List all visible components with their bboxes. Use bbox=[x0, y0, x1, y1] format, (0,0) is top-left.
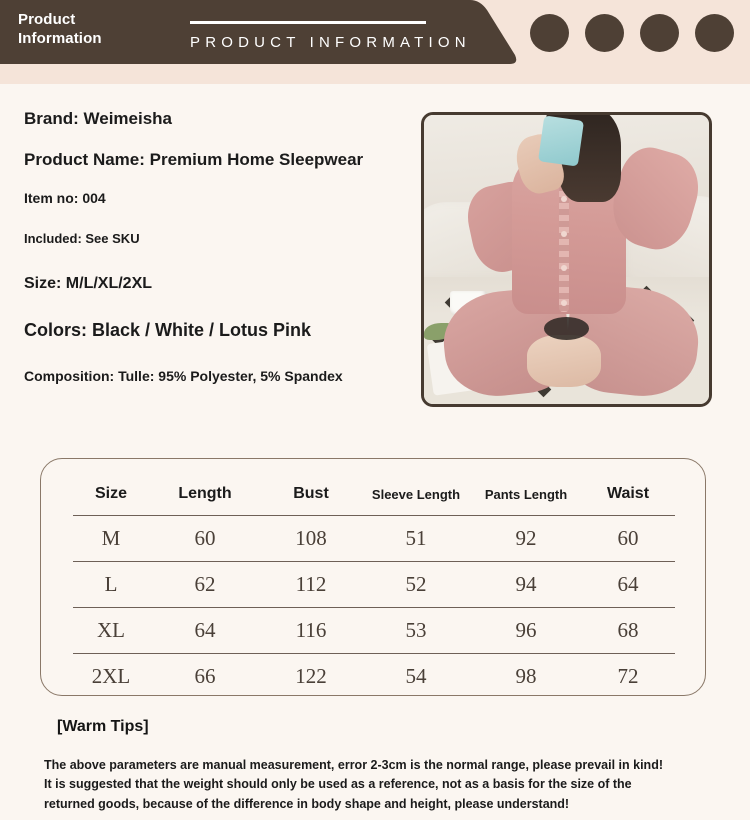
cell-bust: 116 bbox=[261, 608, 361, 654]
cell-sleeve: 52 bbox=[361, 562, 471, 608]
cell-size: L bbox=[73, 562, 149, 608]
info-included: Included: See SKU bbox=[24, 231, 140, 247]
info-composition: Composition: Tulle: 95% Polyester, 5% Spandex bbox=[24, 368, 343, 385]
cell-sleeve: 54 bbox=[361, 654, 471, 700]
size-chart-container bbox=[40, 458, 706, 696]
cell-bust: 108 bbox=[261, 516, 361, 562]
column-header-length: Length bbox=[178, 485, 232, 502]
cell-pants: 98 bbox=[471, 654, 581, 700]
model-legs bbox=[527, 335, 601, 387]
table-row bbox=[73, 516, 675, 562]
product-photo-scene bbox=[424, 115, 709, 404]
info-product-name: Product Name: Premium Home Sleepwear bbox=[24, 150, 364, 170]
button-icon bbox=[561, 231, 567, 237]
size-chart-table bbox=[73, 477, 675, 699]
header-subtitle: PRODUCT INFORMATION bbox=[190, 34, 471, 51]
warm-tips-body: The above parameters are manual measurement, error 2-3cm is the normal range, please prevail in kind! It is suggested that the weight should only be used as a reference, not as a basis for the size of the returned goods, because of the difference in body shape and height, please understand! bbox=[44, 758, 663, 811]
decorative-dots bbox=[530, 14, 734, 52]
button-icon bbox=[561, 300, 567, 306]
info-size: Size: M/L/XL/2XL bbox=[24, 275, 153, 293]
table-row bbox=[73, 608, 675, 654]
phone-icon bbox=[538, 115, 584, 166]
dot-icon bbox=[530, 14, 569, 52]
info-brand: Brand: Weimeisha bbox=[24, 109, 173, 128]
header-badge-line2: Information bbox=[18, 30, 102, 48]
header-badge bbox=[18, 10, 168, 48]
cell-waist: 60 bbox=[581, 516, 675, 562]
cell-length: 64 bbox=[149, 608, 261, 654]
cell-bust: 122 bbox=[261, 654, 361, 700]
cell-length: 62 bbox=[149, 562, 261, 608]
cell-waist: 68 bbox=[581, 608, 675, 654]
cell-pants: 94 bbox=[471, 562, 581, 608]
header-divider-rule bbox=[190, 21, 426, 24]
column-header-size: Size bbox=[94, 485, 127, 502]
table-row bbox=[73, 562, 675, 608]
column-header-bust: Bust bbox=[293, 485, 329, 502]
table-header-row bbox=[73, 477, 675, 516]
cell-sleeve: 53 bbox=[361, 608, 471, 654]
dot-icon bbox=[585, 14, 624, 52]
cell-length: 66 bbox=[149, 654, 261, 700]
column-header-sleeve: Sleeve Length bbox=[371, 486, 461, 502]
dot-icon bbox=[695, 14, 734, 52]
button-icon bbox=[561, 196, 567, 202]
cell-pants: 92 bbox=[471, 516, 581, 562]
column-header-pants: Pants Length bbox=[484, 486, 568, 502]
warm-tips-title: [Warm Tips] bbox=[57, 718, 149, 735]
cell-length: 60 bbox=[149, 516, 261, 562]
cell-pants: 96 bbox=[471, 608, 581, 654]
product-photo bbox=[421, 112, 712, 407]
table-row bbox=[73, 654, 675, 700]
cell-sleeve: 51 bbox=[361, 516, 471, 562]
info-colors: Colors: Black / White / Lotus Pink bbox=[24, 320, 312, 341]
button-icon bbox=[561, 265, 567, 271]
cell-waist: 72 bbox=[581, 654, 675, 700]
cell-bust: 112 bbox=[261, 562, 361, 608]
cell-size: XL bbox=[73, 608, 149, 654]
cell-size: M bbox=[73, 516, 149, 562]
column-header-waist: Waist bbox=[606, 485, 650, 502]
header-badge-line1: Product bbox=[18, 11, 76, 28]
product-info-list bbox=[24, 108, 409, 386]
cell-waist: 64 bbox=[581, 562, 675, 608]
dot-icon bbox=[640, 14, 679, 52]
cell-size: 2XL bbox=[73, 654, 149, 700]
info-item-no: Item no: 004 bbox=[24, 190, 106, 207]
